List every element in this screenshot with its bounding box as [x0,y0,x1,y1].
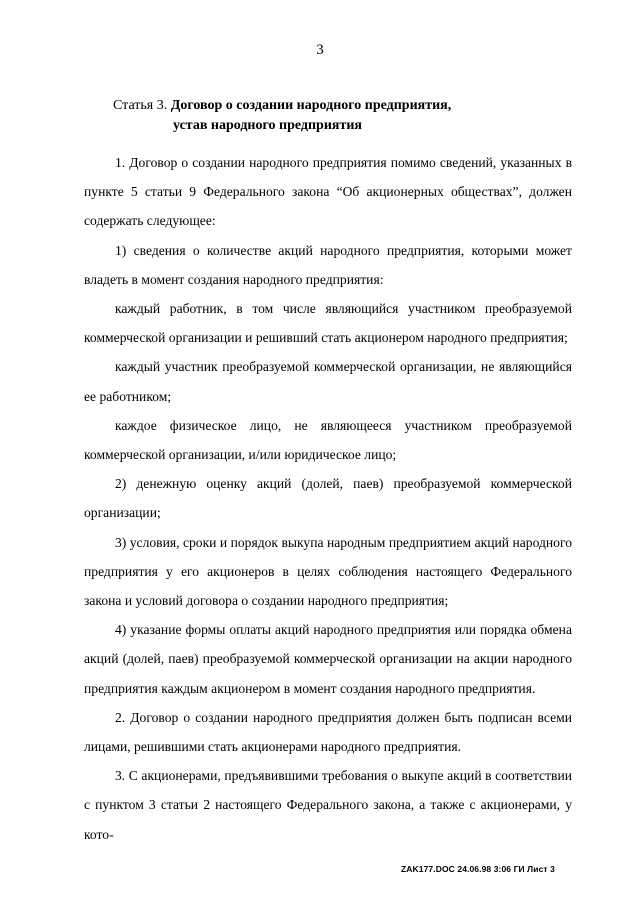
paragraph-8: 4) указание формы оплаты акций народного предприятия или порядка обмена акций (долей, паев) преобразуемой коммерческой организации на акции народного предприятия каждым акционером в момент создания народного предприятия. [84,622,572,696]
article-title-line-1: Договор о создании народного предприятия, [170,98,452,113]
paragraph-1: 1. Договор о создании народного предприятия помимо сведений, указанных в пункте 5 статьи 9 Федерального закона “Об акционерных обществах”, должен содержать следующее: [84,155,572,229]
article-body [84,148,572,849]
paragraph-3: каждый работник, в том числе являющийся участником преобразуемой коммерческой организации и решивший стать акционером народного предприятия; [84,301,572,346]
paragraph-4: каждый участник преобразуемой коммерческой организации, не являющийся ее работником; [84,359,572,404]
document-footer: ZAK177.DOC 24.06.98 3:06 ГИ Лист 3 [401,864,555,874]
paragraph-10: 3. С акционерами, предъявившими требования о выкупе акций в соответствии с пунктом 3 статьи 2 настоящего Федерального закона, а также с акционерами, у кото- [84,768,572,842]
article-title-line-2: устав народного предприятия [173,118,362,133]
paragraph-5: каждое физическое лицо, не являющееся участником преобразуемой коммерческой организации, и/или юридическое лицо; [84,417,572,463]
article-number: Статья 3. [113,98,168,113]
paragraph-7: 3) условия, сроки и порядок выкупа народным предприятием акций народного предприятия у его акционеров в целях соблюдения настоящего Федерального закона и условий договора о создании народного предприятия; [84,534,572,609]
paragraph-6: 2) денежную оценку акций (долей, паев) преобразуемой коммерческой организации; [84,476,572,521]
article-heading [113,96,451,136]
paragraph-9: 2. Договор о создании народного предприятия должен быть подписан всеми лицами, решившими стать акционерами народного предприятия. [84,709,572,755]
paragraph-2: 1) сведения о количестве акций народного предприятия, которыми может владеть в момент создания народного предприятия: [84,242,572,287]
page-number: 3 [316,42,324,58]
